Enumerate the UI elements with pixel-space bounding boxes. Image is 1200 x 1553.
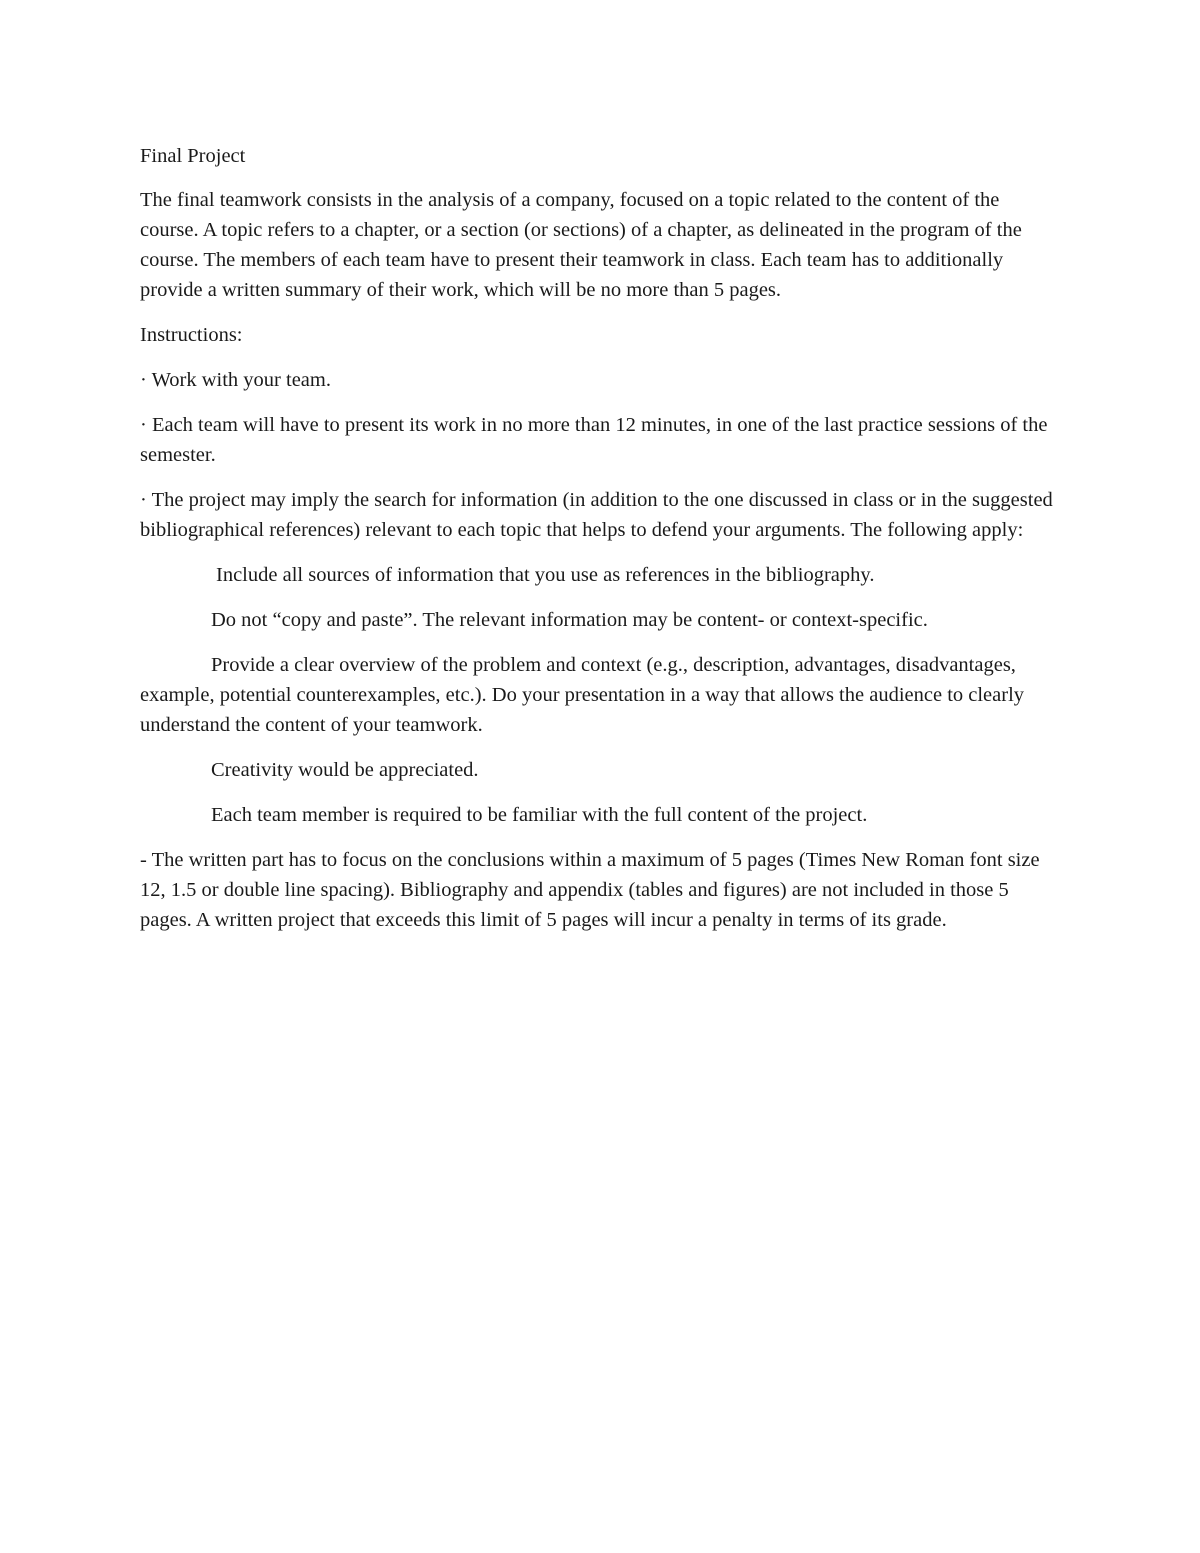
sub-item: Creativity would be appreciated. (211, 759, 479, 781)
instructions-heading: Instructions: (140, 324, 243, 346)
document-page (140, 141, 1060, 950)
intro-paragraph: The final teamwork consists in the analysis of a company, focused on a topic related to the content of the course. A topic refers to a chapter, or a section (or sections) of a chapter, as delineated in the program of the course. The members of each team have to present their teamwork in class. Each team has to additionally provide a written summary of their work, which will be no more than 5 pages. (140, 189, 1022, 301)
sub-item: Each team member is required to be familiar with the full content of the project. (211, 804, 868, 826)
bullet-item: · The project may imply the search for information (in addition to the one discussed in class or in the suggested bibliographical references) relevant to each topic that helps to defend your arguments. The following apply: (140, 489, 1053, 541)
document-title: Final Project (140, 145, 246, 167)
sub-item: Provide a clear overview of the problem and context (e.g., description, advantages, disadvantages, example, potential counterexamples, etc.). Do your presentation in a way that allows the audience to clearly understand the content of your teamwork. (140, 654, 1025, 736)
written-part-paragraph: - The written part has to focus on the conclusions within a maximum of 5 pages (Times New Roman font size 12, 1.5 or double line spacing). Bibliography and appendix (tables and figures) are not included in those 5 pages. A written project that exceeds this limit of 5 pages will incur a penalty in terms of its grade. (140, 849, 1040, 931)
sub-item: Include all sources of information that you use as references in the bibliography. (216, 564, 875, 586)
sub-item: Do not “copy and paste”. The relevant information may be content- or context-specific. (211, 609, 928, 631)
bullet-item: · Work with your team. (140, 369, 331, 391)
bullet-item: · Each team will have to present its work in no more than 12 minutes, in one of the last practice sessions of the semester. (140, 414, 1048, 466)
